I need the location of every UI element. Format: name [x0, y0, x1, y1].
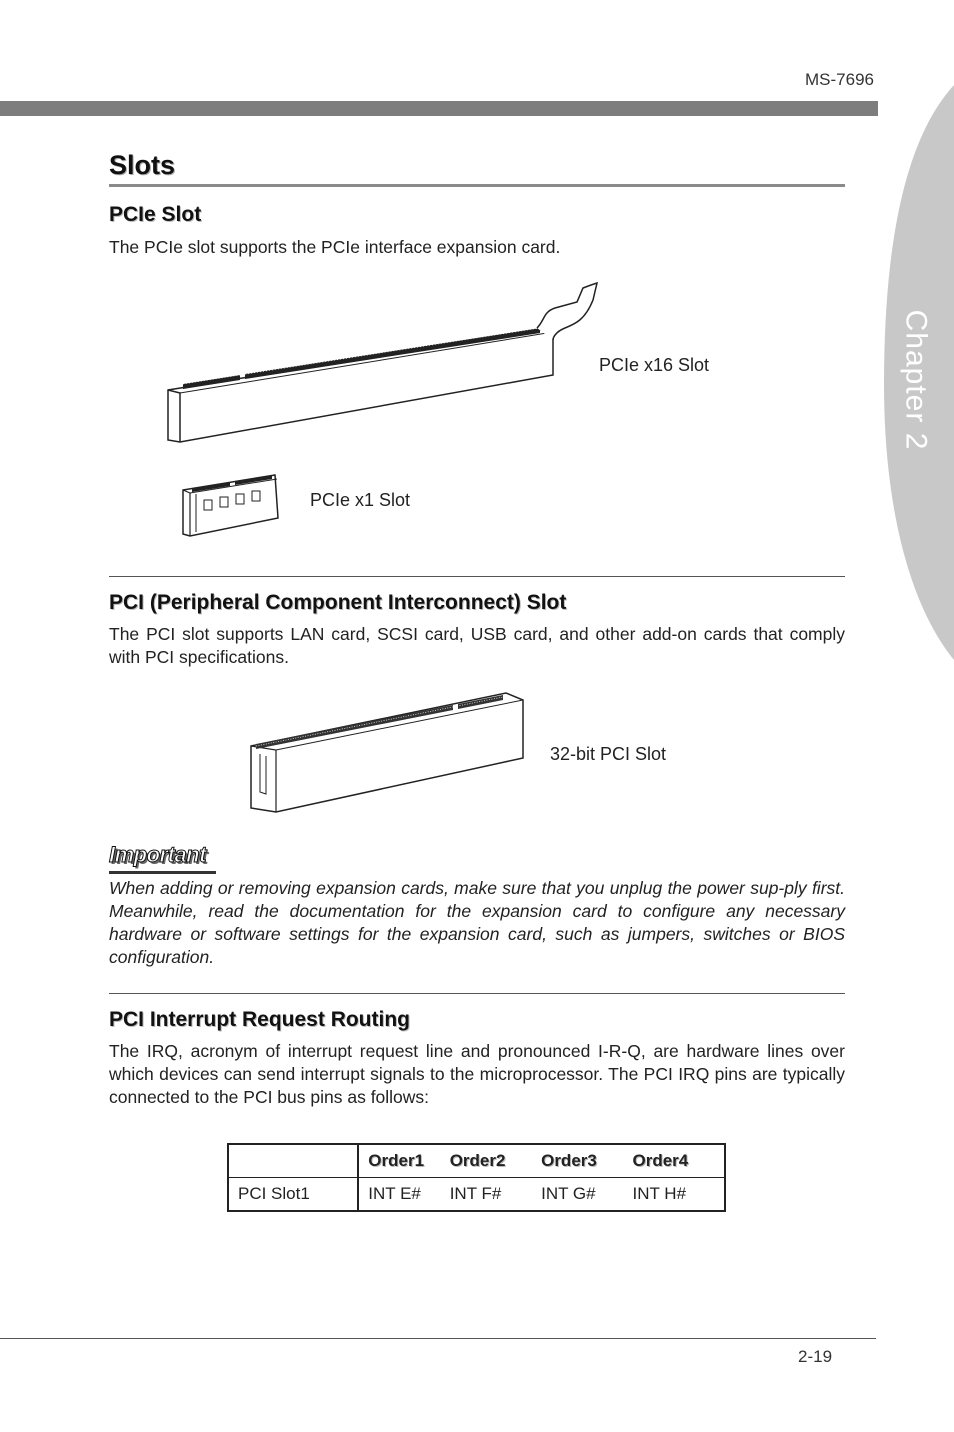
- table-cell: PCI Slot1: [228, 1178, 358, 1212]
- pci-slot-label: 32-bit PCI Slot: [550, 744, 667, 764]
- table-header-cell: Order2: [450, 1144, 541, 1178]
- important-text: When adding or removing expansion cards, make sure that you unplug the power sup-ply first. Meanwhile, read the documentation for the expansion card to configure any necessary hardware or software settings for the expansion card, such as jumpers, switches or BIOS configuration.: [109, 878, 845, 967]
- table-header-cell: [228, 1144, 358, 1178]
- model-number: MS-7696: [805, 70, 874, 89]
- header-bar: [0, 101, 878, 116]
- irq-description: The IRQ, acronym of interrupt request line and pronounced I-R-Q, are hardware lines over which devices can send interrupt signals to the microprocessor. The PCI IRQ pins are typically connected to the PCI bus pins as follows:: [109, 1041, 845, 1107]
- title-rule: [109, 184, 845, 187]
- important-title: Important: [109, 842, 206, 867]
- pcie-heading: PCIe Slot: [109, 203, 202, 226]
- page-title: Slots: [109, 150, 176, 180]
- pcie-x16-slot-illustration: [165, 280, 605, 450]
- table-cell: INT F#: [449, 1184, 502, 1203]
- pcie-x1-label: PCIe x1 Slot: [310, 490, 411, 510]
- pci-heading: PCI (Peripheral Component Interconnect) Slot: [109, 591, 567, 614]
- table-header-cell: Order3: [541, 1144, 632, 1178]
- pci-slot-illustration: [248, 688, 528, 818]
- chapter-label: Chapter 2: [899, 309, 932, 451]
- pci-description: The PCI slot supports LAN card, SCSI card, USB card, and other add-on cards that comply with PCI specifications.: [109, 624, 845, 667]
- table-row: [228, 1178, 725, 1212]
- table-cell: INT G#: [541, 1184, 596, 1203]
- table-header-cell: Order4: [633, 1144, 726, 1178]
- table-header-cell: Order1: [358, 1144, 449, 1178]
- footer-rule: [0, 1338, 876, 1339]
- table-header-row: [228, 1144, 725, 1178]
- irq-heading: PCI Interrupt Request Routing: [109, 1008, 410, 1031]
- pcie-description: The PCIe slot supports the PCIe interface expansion card.: [109, 237, 561, 257]
- section-rule-irq: [109, 993, 845, 994]
- table-cell: INT H#: [632, 1184, 687, 1203]
- important-underline: [109, 871, 216, 874]
- table-cell: INT E#: [368, 1184, 421, 1203]
- page-number: 2-19: [798, 1347, 833, 1366]
- section-rule-pci: [109, 576, 845, 577]
- irq-table: [227, 1143, 726, 1212]
- pcie-x16-label: PCIe x16 Slot: [599, 355, 710, 375]
- pcie-x1-slot-illustration: [180, 470, 285, 540]
